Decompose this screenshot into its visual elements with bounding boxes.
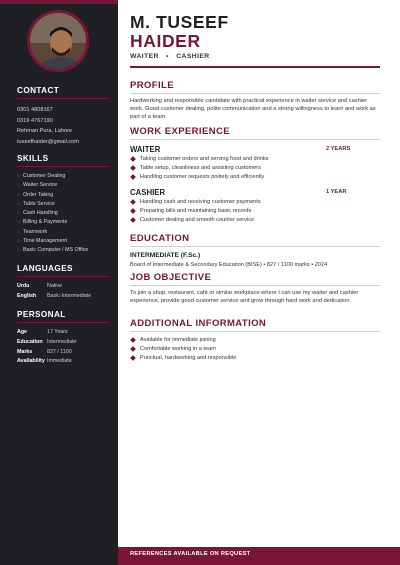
job-years: 1 YEAR [326, 189, 347, 195]
additional-title: ADDITIONAL INFORMATION [130, 318, 267, 329]
footer-text: REFERENCES AVAILABLE ON REQUEST [130, 551, 251, 557]
skill-item [17, 246, 109, 255]
section-divider [130, 139, 380, 140]
section-divider [130, 246, 380, 247]
phone-2[interactable]: 0319 4767190 [17, 117, 53, 124]
education-detail: Board of Intermediate & Secondary Education (BISE) • 827 / 1100 marks • 2024 [130, 262, 328, 268]
diamond-bullet-icon [130, 174, 136, 180]
sidebar-accent-bar [0, 0, 118, 4]
experience-title: WORK EXPERIENCE [130, 126, 230, 137]
bullet-text: Available for immediate joining [140, 337, 216, 343]
bullet-text: Preparing bills and maintaining basic records [140, 208, 252, 214]
job-title: CASHIER [130, 188, 166, 197]
personal-key: Marks [17, 348, 33, 355]
email[interactable]: tuseefhaider@gmail.com [17, 138, 79, 145]
additional-bullet [130, 355, 236, 361]
bullet-icon: ◇ [17, 182, 21, 189]
skill-label: Billing & Payments [23, 219, 68, 226]
diamond-bullet-icon [130, 355, 136, 361]
skill-item [17, 237, 109, 246]
bullet-icon: ◇ [17, 210, 21, 217]
contact-title: CONTACT [17, 86, 109, 99]
job-bullet [130, 217, 254, 223]
bullet-text: Taking customer orders and serving food and drinks [140, 156, 269, 162]
skill-label: Basic Computer / MS Office [23, 247, 89, 254]
role-2: CASHIER [176, 53, 210, 60]
additional-bullet [130, 346, 216, 352]
skill-label: Table Service [23, 200, 55, 207]
education-degree: INTERMEDIATE (F.Sc.) [130, 252, 201, 259]
bullet-text: Customer dealing and smooth counter service [140, 217, 255, 223]
personal-value: 17 Years [47, 329, 68, 335]
job-years: 2 YEARS [326, 146, 351, 152]
personal-row [17, 338, 109, 348]
role-separator: • [166, 53, 169, 60]
diamond-bullet-icon [130, 217, 136, 223]
personal-key: Age [17, 329, 28, 335]
diamond-bullet-icon [130, 346, 136, 352]
first-name: M. TUSEEF [130, 12, 229, 32]
role-1: WAITER [130, 53, 159, 60]
personal-row [17, 357, 109, 367]
skill-item [17, 228, 109, 237]
bullet-text: Handling customer requests politely and efficiently [140, 174, 265, 180]
diamond-bullet-icon [130, 337, 136, 343]
skill-item [17, 191, 109, 200]
diamond-bullet-icon [130, 165, 136, 171]
skill-label: Order Taking [23, 191, 54, 198]
section-divider [130, 331, 380, 332]
languages-title: LANGUAGES [17, 264, 109, 277]
job-bullet [130, 174, 264, 180]
phone-1[interactable]: 0301 4808167 [17, 107, 53, 113]
job-bullet [130, 208, 251, 214]
skill-label: Teamwork [23, 228, 48, 235]
personal-title: PERSONAL [17, 310, 109, 323]
personal-section [17, 310, 109, 367]
additional-bullet [130, 337, 216, 343]
bullet-icon: ◇ [17, 228, 21, 235]
job-title: WAITER [130, 145, 161, 154]
skills-title: SKILLS [17, 154, 109, 167]
skill-item [17, 181, 109, 190]
job-bullet [130, 165, 261, 171]
skill-label: Time Management [23, 238, 67, 245]
job-bullet [130, 156, 268, 162]
bullet-text: Handling cash and receiving customer payments [140, 199, 261, 205]
skill-item [17, 172, 109, 181]
education-title: EDUCATION [130, 233, 190, 244]
language-row [17, 292, 109, 302]
profile-text: Hardworking and responsible candidate with practical experience in waiter service and cashier work. Good customer dealing, polite communication and a strong willingness to learn and work as part of a team. [130, 98, 376, 120]
personal-row [17, 328, 109, 338]
bullet-text: Punctual, hardworking and responsible [140, 355, 237, 361]
language-level: Basic-Intermediate [47, 292, 92, 299]
personal-value: 827 / 1100 [47, 348, 72, 355]
diamond-bullet-icon [130, 208, 136, 214]
diamond-bullet-icon [130, 156, 136, 162]
bullet-text: Comfortable working in a team [140, 346, 216, 352]
personal-value: Immediate [47, 358, 72, 365]
section-divider [130, 285, 380, 286]
objective-title: JOB OBJECTIVE [130, 272, 212, 283]
personal-row [17, 348, 109, 358]
skill-label: Customer Dealing [23, 173, 66, 179]
language-row [17, 282, 109, 292]
personal-value: Intermediate [47, 338, 77, 345]
contact-section [17, 86, 109, 147]
address: Rehman Pura, Lahore [17, 128, 73, 134]
profile-photo [27, 10, 89, 72]
last-name: HAIDER [130, 31, 201, 51]
skill-label: Waiter Service [23, 182, 58, 189]
objective-text: To join a shop, restaurant, café or similar workplace where I can use my waiter and cashier experience, provide good customer service and grow through hard work and dedication. [130, 290, 359, 304]
section-divider [130, 93, 380, 94]
skill-item [17, 209, 109, 218]
bullet-icon: ◇ [17, 191, 21, 198]
language-level: Native [47, 283, 63, 289]
skills-section [17, 154, 109, 256]
bullet-text: Table setup, cleanliness and assisting customers [140, 165, 261, 171]
bullet-icon: ◇ [17, 219, 21, 226]
personal-key: Availability [17, 358, 45, 365]
bullet-icon: ◇ [17, 247, 21, 254]
language-name: English [17, 292, 37, 299]
skill-item [17, 218, 109, 227]
skill-item [17, 200, 109, 209]
personal-key: Education [17, 338, 43, 345]
bullet-icon: ◇ [17, 238, 21, 245]
header-divider [130, 66, 380, 68]
role-line [130, 53, 210, 60]
bullet-icon: ◇ [17, 200, 21, 207]
bullet-icon: ◇ [17, 173, 21, 179]
languages-section [17, 264, 109, 302]
profile-title: PROFILE [130, 80, 174, 91]
diamond-bullet-icon [130, 199, 136, 205]
job-bullet [130, 199, 261, 205]
skill-label: Cash Handling [23, 210, 58, 217]
language-name: Urdu [17, 283, 30, 289]
